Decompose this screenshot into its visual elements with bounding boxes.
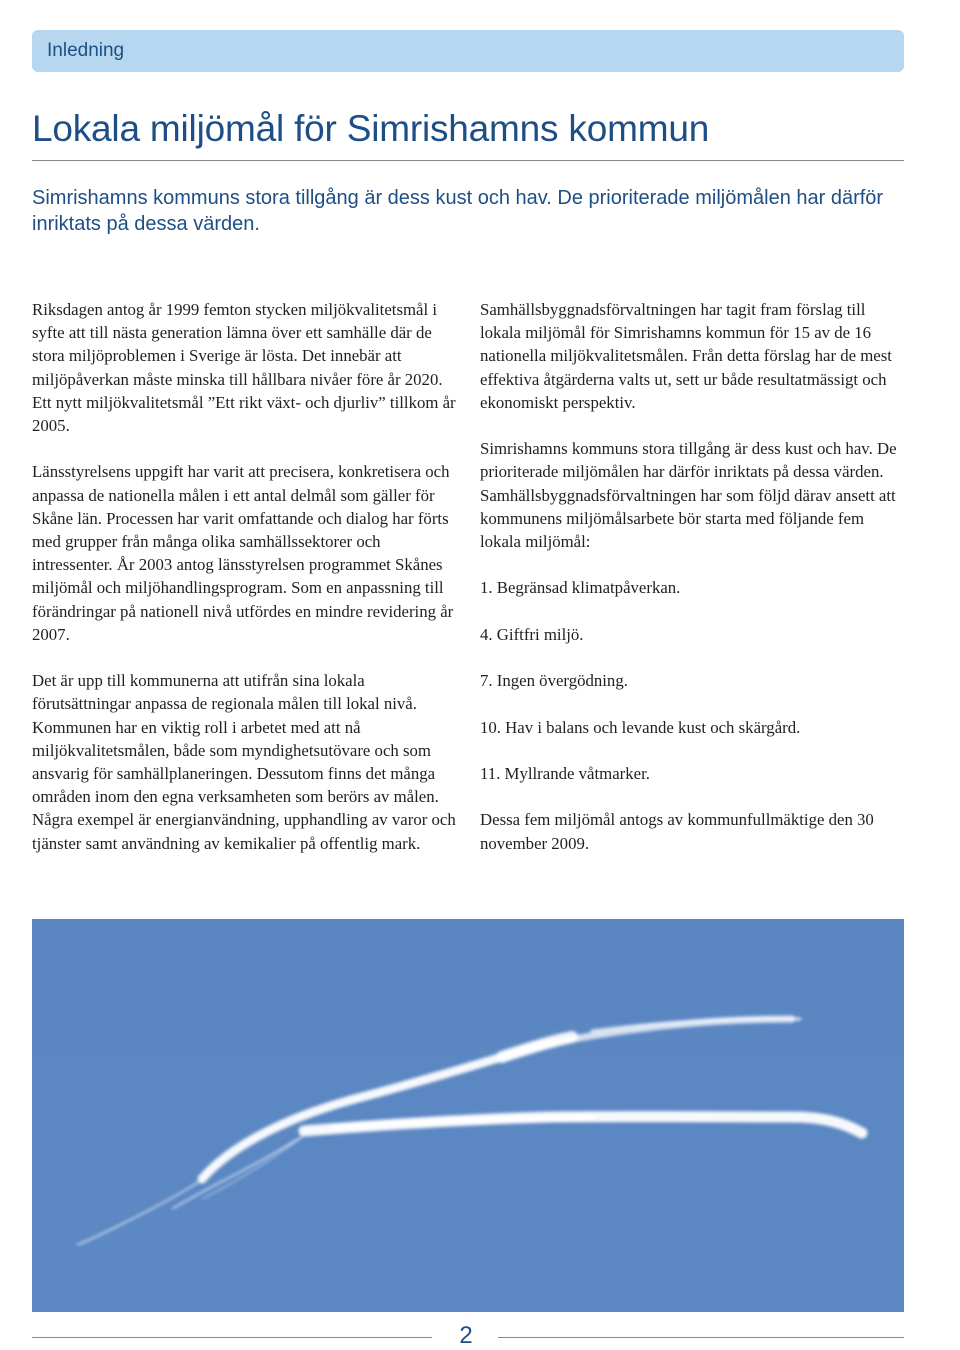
- body-paragraph: Riksdagen antog år 1999 femton stycken miljökvalitetsmål i syfte att till nästa generation lämna över ett samhälle där de stora miljöproblemen i Sverige är lösta. Det innebär att miljöpåverkan måste minska till hållbara nivåer före år 2020. Ett nytt miljökvalitetsmål ”Ett rikt växt- och djurliv” tillkom år 2005.: [32, 300, 456, 436]
- section-tab: [32, 30, 904, 72]
- body-paragraph: Samhällsbyggnadsförvaltningen har tagit fram förslag till lokala miljömål för Simrishamns kommun för 15 av de 16 nationella miljökvalitetsmålen. Från detta förslag har de mest effektiva åtgärderna valts ut, sett ur både resultatmässigt och ekonomiskt perspektiv.: [480, 300, 892, 412]
- footer-divider-right: [498, 1337, 904, 1338]
- title-divider: [32, 160, 904, 161]
- goal-item: 4. Giftfri miljö.: [480, 624, 584, 644]
- closing-paragraph: Dessa fem miljömål antogs av kommunfullmäktige den 30 november 2009.: [480, 810, 874, 853]
- sky-contrail-illustration: [32, 919, 904, 1312]
- lead-paragraph: Simrishamns kommuns stora tillgång är dess kust och hav. De prioriterade miljömålen har därför inriktats på dessa värden.: [32, 187, 884, 235]
- body-paragraph: Simrishamns kommuns stora tillgång är dess kust och hav. De prioriterade miljömålen har därför inriktats på dessa värden. Samhällsbyggnadsförvaltningen har som följd därav ansett att kommunens miljömålsarbete bör starta med följande fem lokala miljömål:: [480, 439, 897, 552]
- goal-item: 10. Hav i balans och levande kust och skärgård.: [480, 717, 801, 737]
- goal-list: [480, 576, 904, 785]
- page-title: Lokala miljömål för Simrishamns kommun: [32, 108, 710, 149]
- body-paragraph: Det är upp till kommunerna att utifrån sina lokala förutsättningar anpassa de regionala målen till lokal nivå. Kommunen har en viktig roll i arbetet med att nå miljökvalitetsmålen, både som myndighetsutövare och som ansvarig för samhällplaneringen. Dessutom finns det många områden inom den egna verksamheten som berörs av målen. Några exempel är energianvändning, upphandling av varor och tjänster samt användning av kemikalier på offentlig mark.: [32, 671, 456, 853]
- right-column: [480, 298, 904, 878]
- section-label: Inledning: [47, 40, 125, 61]
- goal-item: 7. Ingen övergödning.: [480, 671, 628, 691]
- goal-item: 11. Myllrande våtmarker.: [480, 763, 650, 783]
- sky-contrail-photo: [32, 919, 904, 1312]
- page-number: 2: [459, 1322, 473, 1349]
- body-paragraph: Länsstyrelsens uppgift har varit att precisera, konkretisera och anpassa de nationella målen i ett antal delmål som gäller för Skåne län. Processen har varit omfattande och dialog har förts med grupper från många olika samhällssektorer och intressenter. År 2003 antog länsstyrelsen programmet Skånes miljömål och miljöhandlingsprogram. Som en anpassning till förändringar på nationell nivå utfördes en mindre revidering år 2007.: [32, 462, 454, 644]
- footer-divider-left: [32, 1337, 432, 1338]
- left-column: [32, 298, 464, 878]
- goal-item: 1. Begränsad klimatpåverkan.: [480, 578, 681, 598]
